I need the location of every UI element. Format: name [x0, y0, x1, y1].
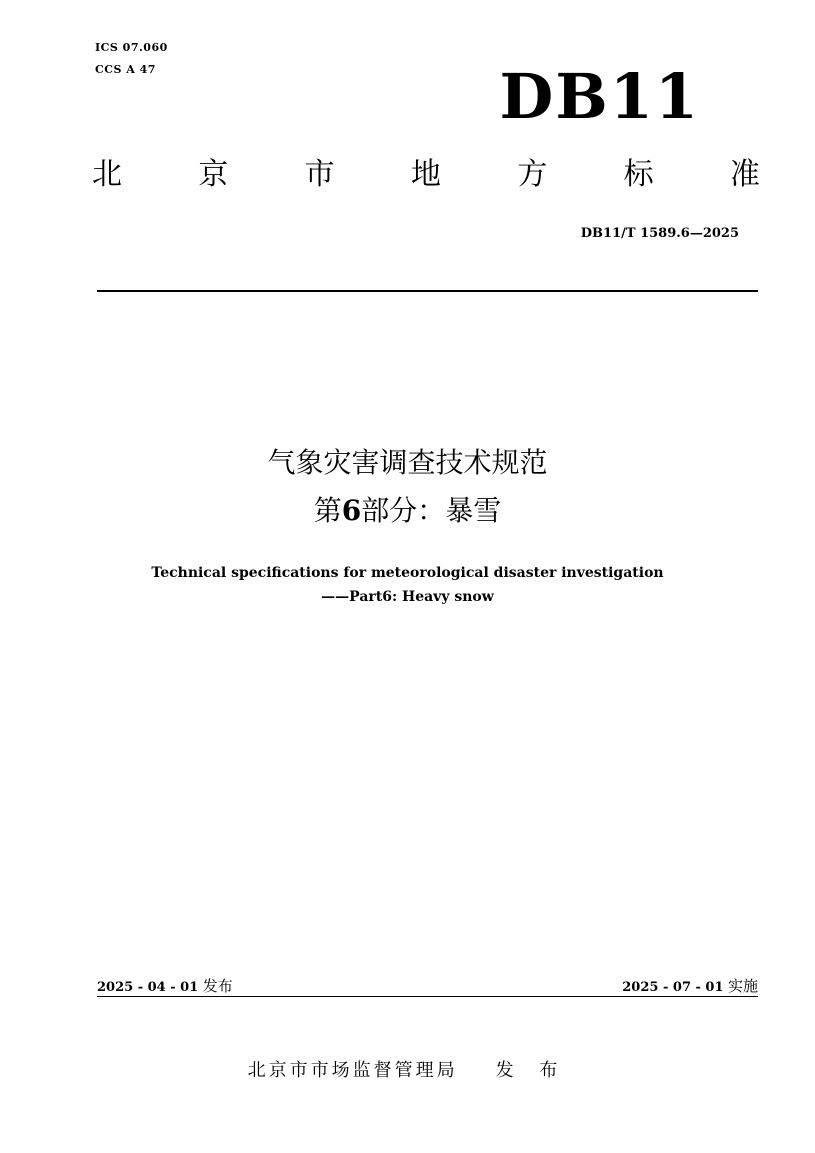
standard-number: DB11/T 1589.6—2025	[580, 226, 739, 241]
db11-logo: DB11	[499, 60, 700, 133]
ccs-code: CCS A 47	[95, 63, 156, 76]
part-suffix: 部分：暴雪	[361, 494, 502, 527]
chinese-title-line2	[0, 494, 815, 527]
publisher-line	[0, 1056, 815, 1082]
publish-date: 2025 - 04 - 01	[97, 980, 199, 995]
standard-type-char: 京	[198, 157, 229, 192]
publish-date-block	[97, 975, 233, 996]
english-title-line2: ——Part6: Heavy snow	[321, 589, 494, 605]
part-prefix: 第	[313, 494, 342, 527]
implement-date-block	[622, 975, 758, 996]
standard-type-char: 市	[304, 157, 335, 192]
standard-type-char: 地	[410, 157, 441, 192]
top-divider	[97, 290, 758, 292]
standard-type-char: 北	[92, 157, 122, 192]
standard-type-char: 标	[623, 157, 654, 192]
standard-type-char: 准	[729, 157, 760, 192]
publisher-name: 北京市市场监督管理局	[247, 1060, 458, 1081]
standard-type-title	[92, 157, 760, 192]
part-number: 6	[341, 494, 362, 527]
ics-code: ICS 07.060	[95, 41, 168, 54]
publisher-action: 发 布	[495, 1060, 568, 1081]
implement-label: 实施	[727, 977, 758, 995]
publish-label: 发布	[202, 977, 233, 995]
standard-type-char: 方	[517, 157, 548, 192]
bottom-divider	[97, 996, 758, 997]
chinese-title-line1: 气象灾害调查技术规范	[267, 446, 548, 479]
english-title-line1: Technical specifications for meteorological disaster investigation	[151, 565, 664, 581]
implement-date: 2025 - 07 - 01	[622, 980, 724, 995]
